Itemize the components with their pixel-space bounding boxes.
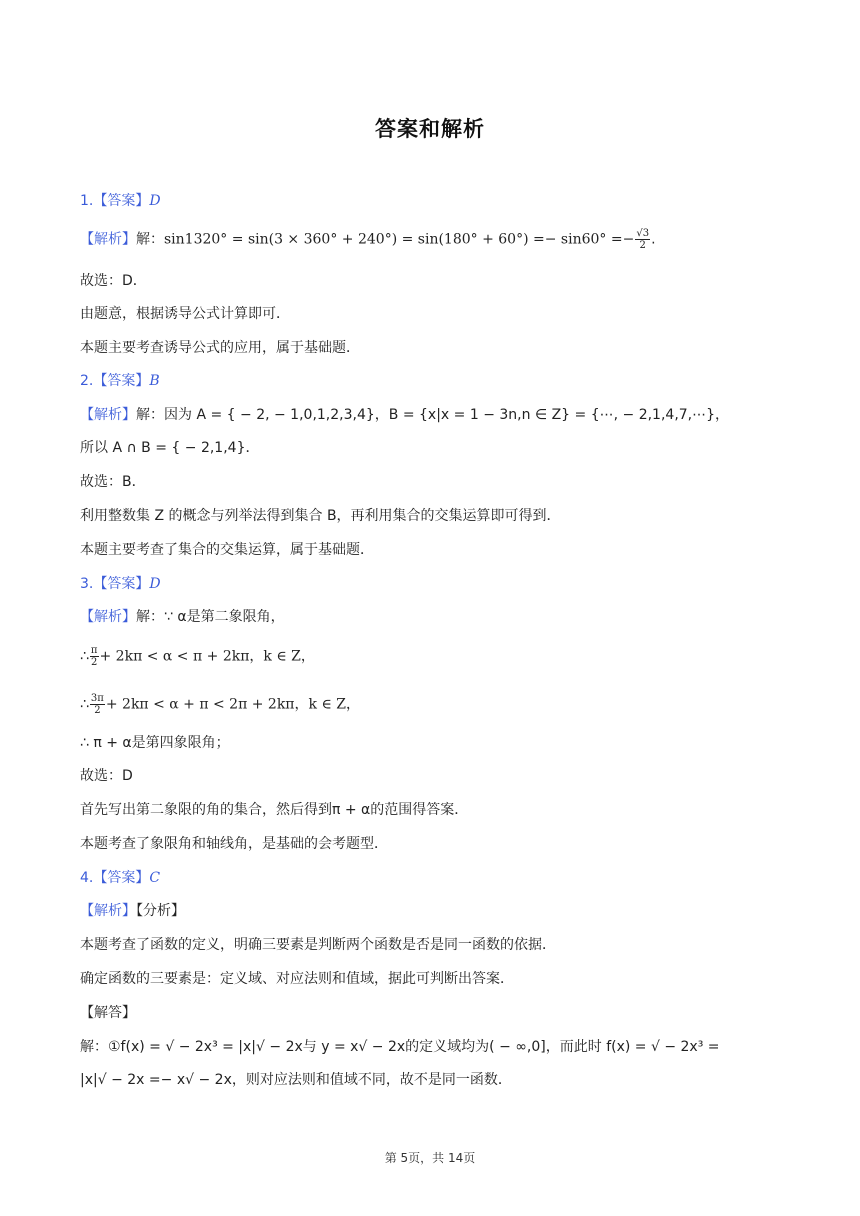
q2-answer: B xyxy=(149,373,160,389)
q2-method: 利用整数集 Z 的概念与列举法得到集合 B，再利用集合的交集运算即可得到． xyxy=(80,508,561,524)
q2-analysis-line xyxy=(80,406,729,424)
q1-choice: 故选：D． xyxy=(80,273,147,289)
q3-fraction-2-numerator: 3π xyxy=(90,693,104,704)
q3-conclusion: ∴ π + α是第四象限角； xyxy=(80,735,230,751)
q1-analysis-prefix: 解： xyxy=(136,231,164,248)
q2-answer-line xyxy=(80,372,160,390)
jieda-label: 【解答】 xyxy=(80,1005,136,1021)
analysis-label: 【解析】 xyxy=(80,903,136,919)
therefore-symbol: ∴ xyxy=(80,696,89,713)
q1-answer: D xyxy=(149,193,161,209)
answer-label: 【答案】 xyxy=(93,373,150,389)
q2-choice: 故选：B． xyxy=(80,474,146,490)
analysis-label: 【解析】 xyxy=(80,609,136,625)
q3-analysis-line xyxy=(80,608,285,626)
analysis-label: 【解析】 xyxy=(80,231,136,248)
q4-analysis-text: 本题考查了函数的定义，明确三要素是判断两个函数是否是同一函数的依据． xyxy=(80,937,556,953)
q1-expression: sin1320° = sin(3 × 360° + 240°) = sin(180° + 60°) =− sin60° =− xyxy=(164,231,635,248)
q1-comment: 本题主要考查诱导公式的应用，属于基础题． xyxy=(80,340,360,356)
q3-answer: D xyxy=(149,576,161,592)
page-footer: 第 5页，共 14页 xyxy=(384,1151,476,1165)
q3-fraction-1-denominator: 2 xyxy=(91,657,98,668)
q1-fraction xyxy=(635,228,650,251)
q1-answer-line xyxy=(80,192,161,210)
q4-analysis-line xyxy=(80,902,185,920)
q4-solution-line-1: 解：①f(x) = √ − 2x³ = |x|√ − 2x与 y = x√ − 2x的定义域均为( − ∞,0]，而此时 f(x) = √ − 2x³ = xyxy=(80,1039,720,1055)
q4-answer-line xyxy=(80,869,160,887)
q1-method: 由题意，根据诱导公式计算即可． xyxy=(80,306,290,322)
q3-choice: 故选：D xyxy=(80,768,133,784)
q4-answer: C xyxy=(149,870,161,886)
q1-fraction-denominator: 2 xyxy=(639,240,646,251)
answer-label: 【答案】 xyxy=(93,870,150,886)
q4-three-elements: 确定函数的三要素是：定义域、对应法则和值域，据此可判断出答案． xyxy=(80,971,514,987)
q3-fraction-1 xyxy=(90,645,99,668)
q3-fraction-2-denominator: 2 xyxy=(94,705,101,716)
q1-number: 1. xyxy=(80,193,94,209)
q3-inequality-2-rest: + 2kπ < α + π < 2π + 2kπ，k ∈ Z， xyxy=(105,696,360,713)
q2-intersection: 所以 A ∩ B = { − 2,1,4}． xyxy=(80,440,260,456)
q3-answer-line xyxy=(80,575,161,593)
q4-number: 4. xyxy=(80,870,94,886)
q3-number: 3. xyxy=(80,576,94,592)
q1-fraction-numerator: √3 xyxy=(636,228,650,239)
q1-expression-end: . xyxy=(651,231,656,248)
q3-inequality-1 xyxy=(80,645,315,668)
q4-solution-line-2: |x|√ − 2x =− x√ − 2x，则对应法则和值域不同，故不是同一函数． xyxy=(80,1072,512,1088)
q3-comment: 本题考查了象限角和轴线角，是基础的会考题型． xyxy=(80,836,388,852)
answer-label: 【答案】 xyxy=(93,576,150,592)
page-title: 答案和解析 xyxy=(375,117,485,141)
q3-method: 首先写出第二象限的角的集合，然后得到π + α的范围得答案． xyxy=(80,802,469,818)
q3-fraction-2 xyxy=(90,693,105,716)
q2-comment: 本题主要考查了集合的交集运算，属于基础题． xyxy=(80,542,374,558)
q3-inequality-1-rest: + 2kπ < α < π + 2kπ，k ∈ Z， xyxy=(99,648,315,665)
q1-analysis-line xyxy=(80,228,656,251)
therefore-symbol: ∴ xyxy=(80,648,89,665)
q2-number: 2. xyxy=(80,373,94,389)
fenxi-label: 【分析】 xyxy=(136,903,185,919)
analysis-label: 【解析】 xyxy=(80,407,136,423)
q2-solution: 解：因为 A = { − 2, − 1,0,1,2,3,4}，B = {x|x = 1 − 3n,n ∈ Z} = {⋯, − 2,1,4,7,⋯}， xyxy=(136,407,730,423)
q3-fraction-1-numerator: π xyxy=(90,645,98,656)
q3-premise: 解：∵ α是第二象限角， xyxy=(136,609,285,625)
answer-label: 【答案】 xyxy=(93,193,150,209)
q3-inequality-2 xyxy=(80,693,360,716)
